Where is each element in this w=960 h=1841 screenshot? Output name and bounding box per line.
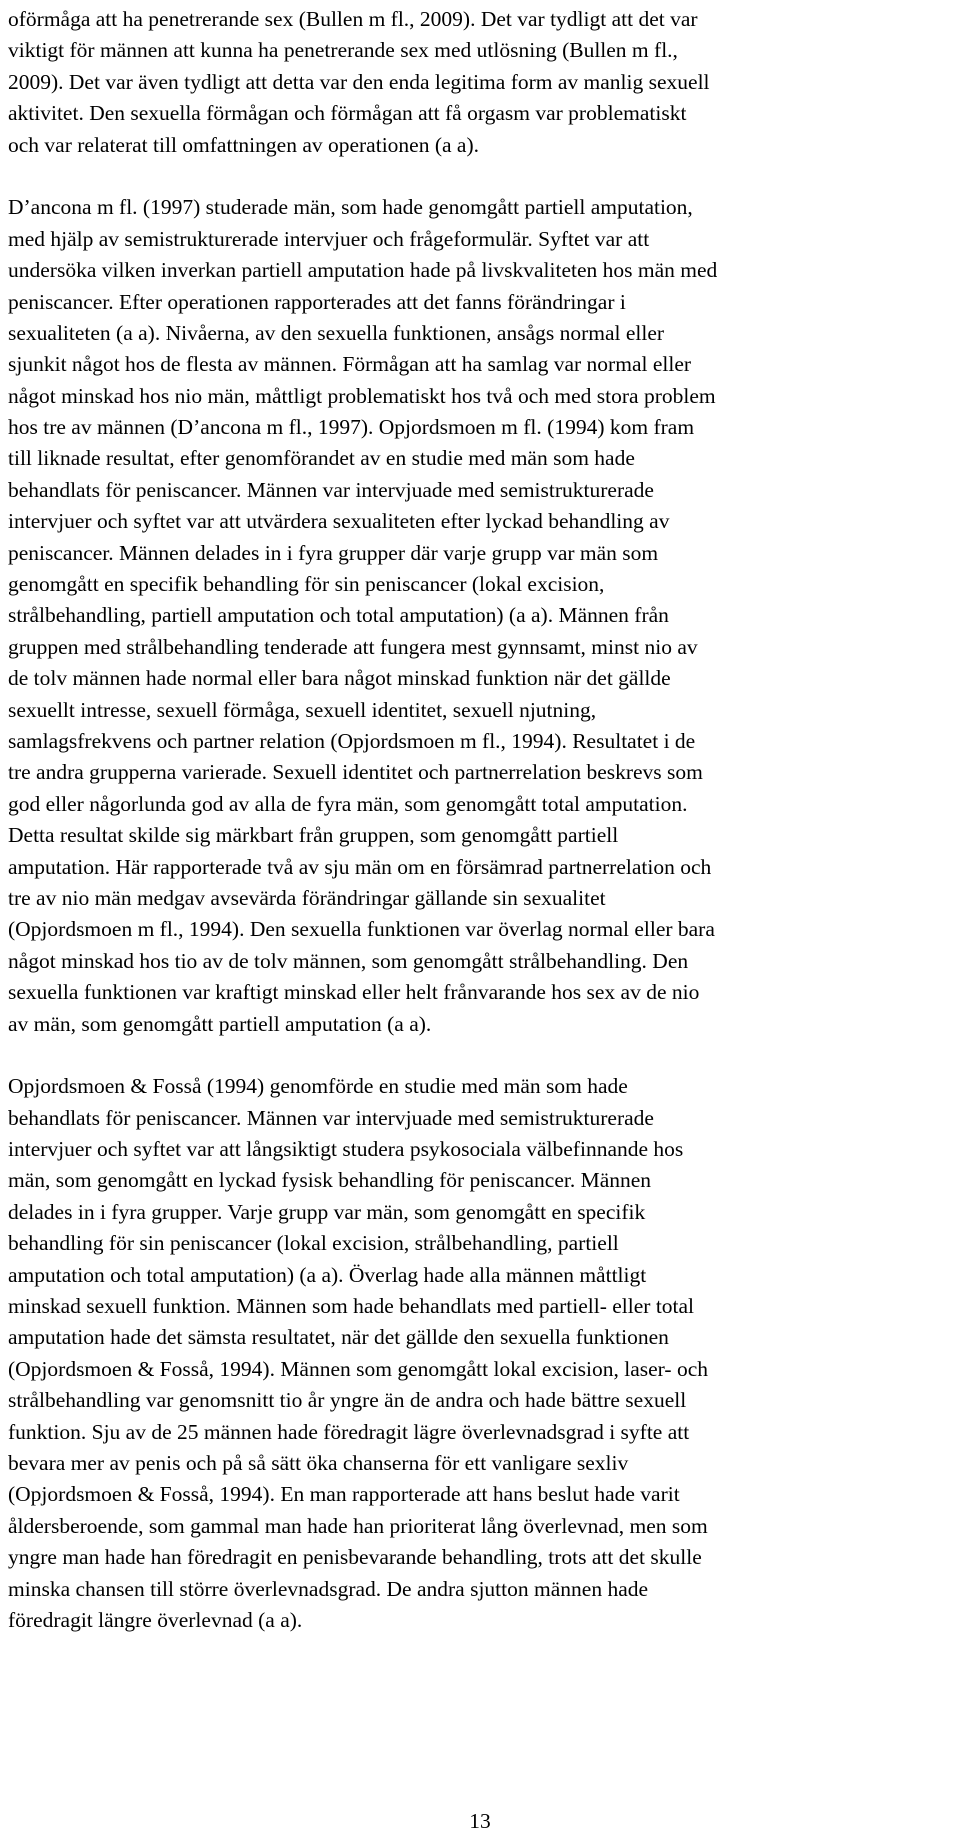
text-line: något minskad hos tio av de tolv männen, som genomgått strålbehandling. Den	[8, 948, 689, 973]
text-line: amputation och total amputation) (a a). Överlag hade alla männen måttligt	[8, 1262, 647, 1287]
text-line: åldersberoende, som gammal man hade han prioriterat lång överlevnad, men som	[8, 1513, 708, 1538]
text-line: intervjuer och syftet var att långsiktigt studera psykosociala välbefinnande hos	[8, 1137, 684, 1162]
text-line: med hjälp av semistrukturerade intervjuer och frågeformulär. Syftet var att	[8, 226, 650, 251]
text-line: 2009). Det var även tydligt att detta var den enda legitima form av manlig sexuell	[8, 69, 710, 94]
text-line: Opjordsmoen & Fosså (1994) genomförde en studie med män som hade	[8, 1074, 628, 1099]
text-line: strålbehandling, partiell amputation och total amputation) (a a). Männen från	[8, 603, 669, 628]
text-line: Detta resultat skilde sig märkbart från gruppen, som genomgått partiell	[8, 823, 619, 848]
text-line: föredragit längre överlevnad (a a).	[8, 1607, 303, 1632]
paragraph-gap	[8, 161, 960, 192]
text-line: gruppen med strålbehandling tenderade att fungera mest gynnsamt, minst nio av	[8, 634, 698, 659]
text-line: tre av nio män medgav avsevärda förändringar gällande sin sexualitet	[8, 885, 606, 910]
text-line: peniscancer. Männen delades in i fyra grupper där varje grupp var män som	[8, 540, 659, 565]
text-line: delades in i fyra grupper. Varje grupp var män, som genomgått en specifik	[8, 1199, 646, 1224]
paragraph	[8, 4, 960, 161]
paragraph	[8, 1071, 960, 1636]
text-line: bevara mer av penis och på så sätt öka chanserna för ett vanligare sexliv	[8, 1450, 629, 1475]
text-line: D’ancona m fl. (1997) studerade män, som hade genomgått partiell amputation,	[8, 195, 693, 220]
text-line: (Opjordsmoen m fl., 1994). Den sexuella funktionen var överlag normal eller bara	[8, 917, 715, 942]
text-line: minska chansen till större överlevnadsgrad. De andra sjutton männen hade	[8, 1576, 649, 1601]
paragraph	[8, 192, 960, 1040]
text-line: något minskad hos nio män, måttligt problematiskt hos två och med stora problem	[8, 383, 716, 408]
text-line: amputation hade det sämsta resultatet, när det gällde den sexuella funktionen	[8, 1325, 669, 1350]
text-line: genomgått en specifik behandling för sin peniscancer (lokal excision,	[8, 572, 605, 597]
text-line: undersöka vilken inverkan partiell amputation hade på livskvaliteten hos män med	[8, 258, 718, 283]
text-line: god eller någorlunda god av alla de fyra män, som genomgått total amputation.	[8, 791, 688, 816]
text-line: sjunkit något hos de flesta av männen. Förmågan att ha samlag var normal eller	[8, 352, 692, 377]
text-line: män, som genomgått en lyckad fysisk behandling för peniscancer. Männen	[8, 1168, 652, 1193]
text-line: hos tre av männen (D’ancona m fl., 1997). Opjordsmoen m fl. (1994) kom fram	[8, 415, 695, 440]
text-line: funktion. Sju av de 25 männen hade föredragit lägre överlevnadsgrad i syfte att	[8, 1419, 690, 1444]
paragraph-gap	[8, 1040, 960, 1071]
text-line: behandlats för peniscancer. Männen var intervjuade med semistrukturerade	[8, 1105, 654, 1130]
text-line: till liknade resultat, efter genomförandet av en studie med män som hade	[8, 446, 635, 471]
text-line: sexuellt intresse, sexuell förmåga, sexuell identitet, sexuell njutning,	[8, 697, 597, 722]
text-line: sexuella funktionen var kraftigt minskad eller helt frånvarande hos sex av de nio	[8, 980, 700, 1005]
body-text	[8, 4, 960, 1636]
text-line: aktivitet. Den sexuella förmågan och förmågan att få orgasm var problematiskt	[8, 101, 687, 126]
text-line: amputation. Här rapporterade två av sju män om en försämrad partnerrelation och	[8, 854, 712, 879]
text-line: peniscancer. Efter operationen rapporterades att det fanns förändringar i	[8, 289, 626, 314]
text-line: viktigt för männen att kunna ha penetrerande sex med utlösning (Bullen m fl.,	[8, 38, 678, 63]
text-line: yngre man hade han föredragit en penisbevarande behandling, trots att det skulle	[8, 1545, 702, 1570]
text-line: oförmåga att ha penetrerande sex (Bullen m fl., 2009). Det var tydligt att det var	[8, 7, 698, 31]
text-line: och var relaterat till omfattningen av operationen (a a).	[8, 132, 479, 157]
text-line: (Opjordsmoen & Fosså, 1994). Männen som genomgått lokal excision, laser- och	[8, 1356, 708, 1381]
text-line: (Opjordsmoen & Fosså, 1994). En man rapporterade att hans beslut hade varit	[8, 1482, 680, 1507]
text-line: behandling för sin peniscancer (lokal excision, strålbehandling, partiell	[8, 1231, 619, 1256]
text-line: intervjuer och syftet var att utvärdera sexualiteten efter lyckad behandling av	[8, 509, 670, 534]
text-line: de tolv männen hade normal eller bara något minskad funktion när det gällde	[8, 666, 671, 691]
text-line: behandlats för peniscancer. Männen var intervjuade med semistrukturerade	[8, 477, 654, 502]
text-line: samlagsfrekvens och partner relation (Opjordsmoen m fl., 1994). Resultatet i de	[8, 728, 696, 753]
page-number: 13	[469, 1809, 491, 1833]
text-line: tre andra grupperna varierade. Sexuell identitet och partnerrelation beskrevs som	[8, 760, 703, 785]
text-line: minskad sexuell funktion. Männen som hade behandlats med partiell- eller total	[8, 1294, 695, 1319]
text-line: strålbehandling var genomsnitt tio år yngre än de andra och hade bättre sexuell	[8, 1388, 687, 1413]
text-line: sexualiteten (a a). Nivåerna, av den sexuella funktionen, ansågs normal eller	[8, 320, 665, 345]
text-line: av män, som genomgått partiell amputation (a a).	[8, 1011, 432, 1036]
